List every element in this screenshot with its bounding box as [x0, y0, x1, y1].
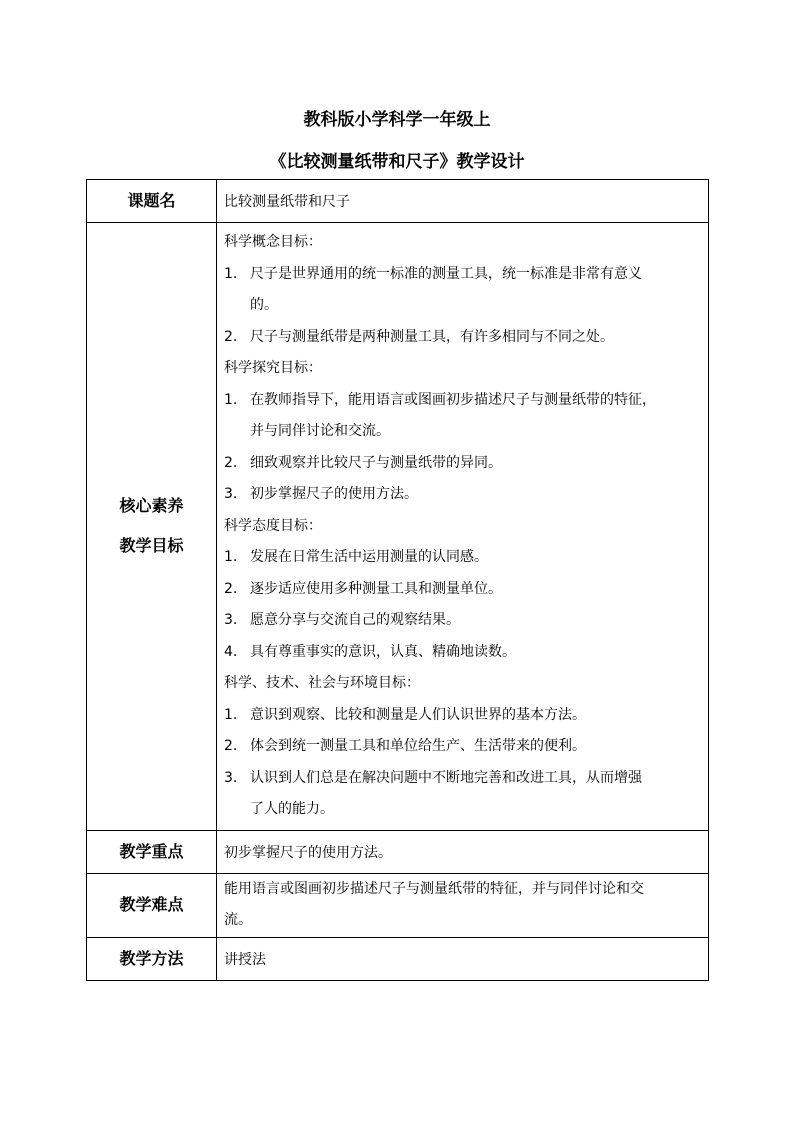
list-item: 4. 具有尊重事实的意识，认真、精确地读数。	[224, 643, 516, 660]
table-row-focus	[87, 830, 709, 873]
goals-label	[87, 223, 217, 831]
document-title: 教科版小学科学一年级上	[303, 110, 491, 130]
difficulty-line1: 能用语言或图画初步描述尺子与测量纸带的特征，并与同伴讨论和交	[224, 880, 644, 897]
method-label: 教学方法	[87, 937, 217, 980]
difficulty-label: 教学难点	[87, 873, 217, 937]
list-item-continued: 了人的能力。	[250, 801, 334, 817]
goals-label-line2: 教学目标	[119, 536, 184, 556]
list-item: 1. 尺子是世界通用的统一标准的测量工具，统一标准是非常有意义	[224, 265, 642, 282]
concept-heading: 科学概念目标：	[224, 234, 322, 250]
list-item: 2. 尺子与测量纸带是两种测量工具，有许多相同与不同之处。	[224, 328, 614, 345]
list-item: 1. 在教师指导下，能用语言或图画初步描述尺子与测量纸带的特征，	[224, 391, 656, 408]
focus-label: 教学重点	[87, 830, 217, 873]
list-item: 1. 意识到观察、比较和测量是人们认识世界的基本方法。	[224, 706, 586, 723]
difficulty-line2: 流。	[224, 912, 252, 928]
difficulty-value	[217, 873, 709, 937]
table-row-method	[87, 937, 709, 980]
topic-value: 比较测量纸带和尺子	[217, 180, 709, 223]
focus-value: 初步掌握尺子的使用方法。	[217, 830, 709, 873]
inquiry-heading: 科学探究目标：	[224, 360, 322, 376]
attitude-heading: 科学态度目标：	[224, 517, 322, 534]
list-item-continued: 并与同伴讨论和交流。	[250, 423, 390, 439]
lesson-plan-table	[86, 179, 709, 981]
goals-content	[217, 223, 709, 831]
list-item: 1. 发展在日常生活中运用测量的认同感。	[224, 549, 488, 565]
list-item: 2. 逐步适应使用多种测量工具和测量单位。	[224, 580, 502, 597]
topic-label: 课题名	[87, 180, 217, 223]
table-row-difficulty	[87, 873, 709, 937]
list-item: 2. 体会到统一测量工具和单位给生产、生活带来的便利。	[224, 738, 586, 754]
table-row-topic	[87, 180, 709, 223]
list-item: 3. 愿意分享与交流自己的观察结果。	[224, 612, 460, 628]
list-item: 3. 初步掌握尺子的使用方法。	[224, 486, 418, 502]
lesson-title: 《比较测量纸带和尺子》教学设计	[269, 152, 525, 172]
list-item: 3. 认识到人们总是在解决问题中不断地完善和改进工具，从而增强	[224, 769, 642, 786]
list-item-continued: 的。	[250, 297, 278, 313]
sts-heading: 科学、技术、社会与环境目标：	[224, 675, 420, 691]
goals-label-line1: 核心素养	[119, 496, 184, 516]
method-value: 讲授法	[217, 937, 709, 980]
list-item: 2. 细致观察并比较尺子与测量纸带的异同。	[224, 454, 502, 471]
table-row-goals	[87, 223, 709, 831]
